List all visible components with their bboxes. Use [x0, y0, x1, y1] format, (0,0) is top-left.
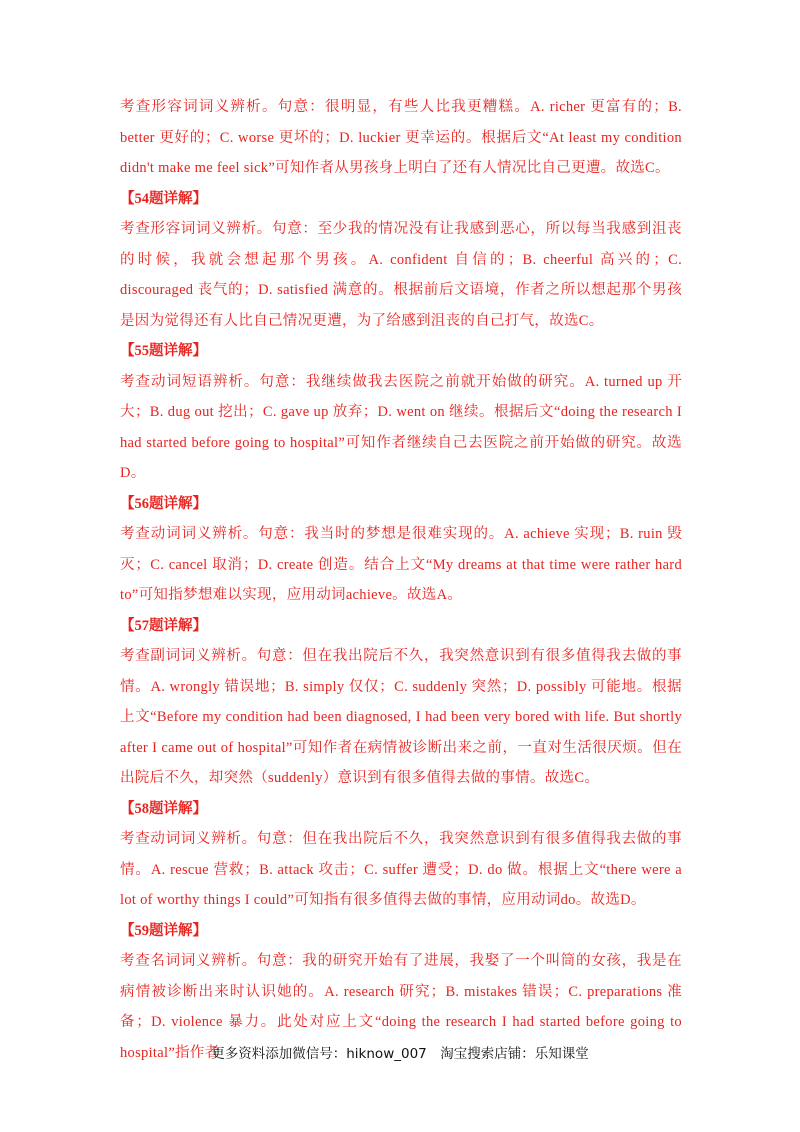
heading-54: 【54题详解】 [120, 190, 207, 207]
answer-57-paragraph: 考查副词词义辨析。句意：但在我出院后不久，我突然意识到有很多值得我去做的事情。A. wrongly 错误地；B. simply 仅仅；C. suddenly 突然；D. possibly 可能地。根据上文“Before my condition had been diagnosed, I had been very bored with life. But shortly after I came out of hospital”可知作者在病情被诊断出来之前，一直对生活很厌烦。但在出院后不久，却突然（suddenly）意识到有很多值得去做的事情。故选C。 [120, 648, 682, 786]
answer-58-paragraph: 考查动词词义辨析。句意：但在我出院后不久，我突然意识到有很多值得我去做的事情。A. rescue 营救；B. attack 攻击；C. suffer 遭受；D. do 做。根据上文“there were a lot of worthy things I could”可知指有很多值得去做的事情，应用动词do。故选D。 [120, 831, 682, 908]
heading-56: 【56题详解】 [120, 495, 207, 512]
answer-59-paragraph: 考查名词词义辨析。句意：我的研究开始有了进展，我娶了一个叫筒的女孩，我是在病情被诊断出来时认识她的。A. research 研究；B. mistakes 错误；C. preparations 准备；D. violence 暴力。此处对应上文“doing the research I had started before going to hospital”指作者 [120, 953, 682, 1061]
heading-59: 【59题详解】 [120, 922, 207, 939]
answer-56-paragraph: 考查动词词义辨析。句意：我当时的梦想是很难实现的。A. achieve 实现；B. ruin 毁灭；C. cancel 取消；D. create 创造。结合上文“My dreams at that time were rather hard to”可知指梦想难以实现，应用动词achieve。故选A。 [120, 526, 682, 603]
heading-55: 【55题详解】 [120, 343, 207, 359]
page-footer: 更多资料添加微信号：hiknow_007 淘宝搜索店铺：乐知课堂 [211, 1046, 589, 1062]
heading-57: 【57题详解】 [120, 617, 207, 634]
document-body [120, 92, 682, 1068]
answer-53-paragraph: 考查形容词词义辨析。句意：很明显，有些人比我更糟糕。A. richer 更富有的；B. better 更好的；C. worse 更坏的；D. luckier 更幸运的。根据后文“At least my condition didn't make me feel sick”可知作者从男孩身上明白了还有人情况比自己更遭。故选C。 [120, 99, 682, 176]
answer-55-paragraph: 考查动词短语辨析。句意：我继续做我去医院之前就开始做的研究。A. turned up 开大；B. dug out 挖出；C. gave up 放弃；D. went on 继续。根据后文“doing the research I had started before going to hospital”可知作者继续自己去医院之前开始做的研究。故选D。 [120, 373, 682, 481]
heading-58: 【58题详解】 [120, 800, 207, 817]
answer-54-paragraph: 考查形容词词义辨析。句意：至少我的情况没有让我感到恶心，所以每当我感到沮丧的时候，我就会想起那个男孩。A. confident 自信的；B. cheerful 高兴的；C. discouraged 丧气的；D. satisfied 满意的。根据前后文语境，作者之所以想起那个男孩是因为觉得还有人比自己情况更遭，为了给感到沮丧的自己打气，故选C。 [120, 221, 682, 329]
